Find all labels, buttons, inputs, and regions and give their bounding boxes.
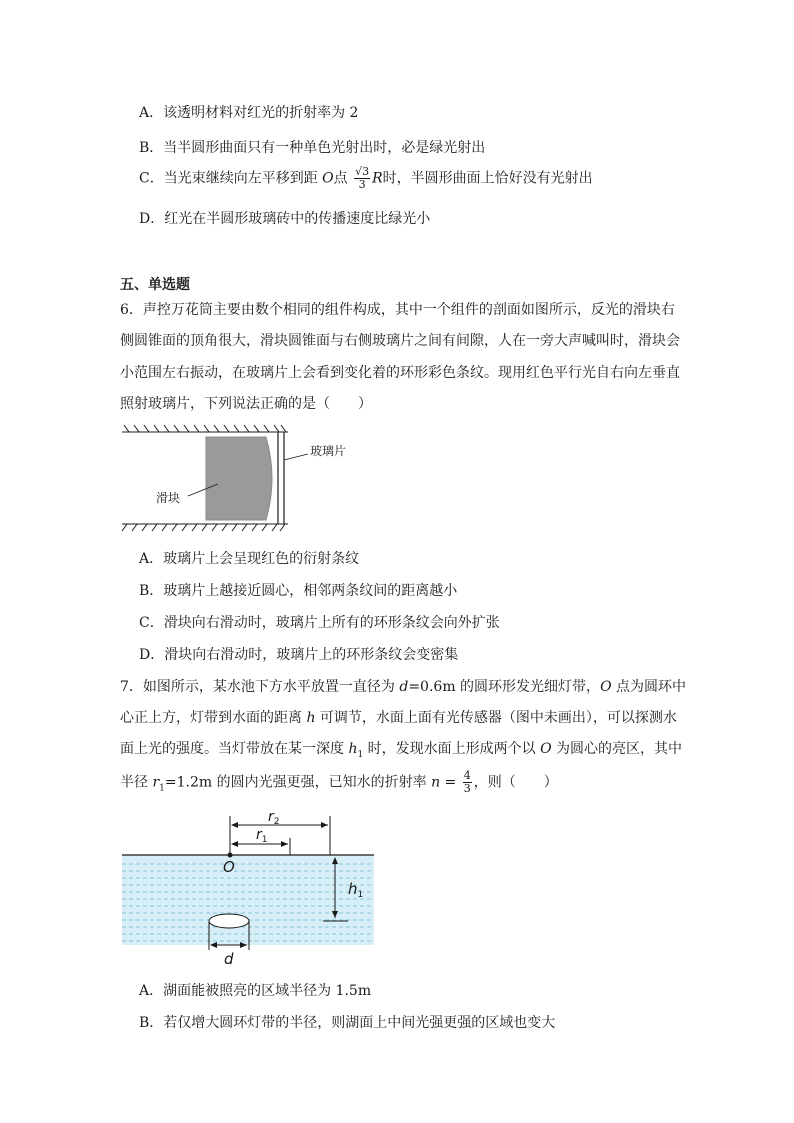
q7-text-2a: 心正上方，灯带到水面的距离 — [120, 710, 307, 726]
q5-option-c-fraction — [354, 166, 370, 191]
glass-plate — [278, 432, 284, 524]
q6-figure — [118, 422, 368, 537]
q6-option-b: B．玻璃片上越接近圆心，相邻两条纹间的距离越小 — [139, 583, 458, 599]
q5-option-c-text-1: C．当光束继续向左平移到距 — [139, 170, 318, 187]
slider-label: 滑块 — [156, 491, 181, 505]
q7-option-a: A．湖面能被照亮的区域半径为 1.5m — [139, 983, 372, 999]
q7-frac-num: 4 — [463, 769, 471, 782]
q7-text-1c: 点为圆环中 — [611, 679, 686, 695]
q5-option-c — [139, 166, 593, 191]
q7-index-fraction — [463, 770, 472, 795]
top-wall-hatch — [122, 425, 288, 432]
q7-h-symbol: h — [306, 710, 316, 726]
bottom-wall-hatch — [122, 524, 288, 531]
q5-option-d: D．红光在半圆形玻璃砖中的传播速度比绿光小 — [139, 211, 431, 227]
q6-stem-line-3: 小范围左右振动，在玻璃片上会看到变化着的环形彩色条纹。现用红色平行光自右向左垂直 — [120, 365, 680, 381]
q6-option-c: C．滑块向右滑动时，玻璃片上所有的环形条纹会向外扩张 — [139, 615, 500, 631]
q7-eq: = — [440, 774, 461, 791]
glass-leader-line — [284, 454, 308, 460]
q5-option-c-o: O — [322, 170, 334, 187]
q6-option-a: A．玻璃片上会呈现红色的衍射条纹 — [139, 551, 360, 567]
q5-option-b: B．当半圆形曲面只有一种单色光射出时，必是绿光射出 — [139, 140, 486, 156]
q7-stem-line-3 — [120, 738, 682, 760]
q5-option-c-frac-den: 3 — [358, 178, 366, 191]
q7-text-3b: 时，发现水面上形成两个以 — [363, 741, 541, 757]
q7-option-b: B．若仅增大圆环灯带的半径，则湖面上中间光强更强的区域也变大 — [139, 1015, 556, 1031]
q6-stem-line-4: 照射玻璃片，下列说法正确的是（ ） — [120, 396, 372, 412]
r2-label: $r_2$ — [268, 809, 280, 827]
q5-option-c-frac-num: √3 — [355, 165, 370, 178]
q6-stem-line-1: 6．声控万花筒主要由数个相同的组件构成，其中一个组件的剖面如图所示，反光的滑块右 — [120, 302, 675, 318]
q5-option-c-text-2: 点 — [333, 170, 348, 187]
q7-text-4c: ，则（ ） — [473, 774, 558, 791]
light-ring — [209, 914, 249, 928]
q5-option-c-text-3: 时，半圆形曲面上恰好没有光射出 — [382, 170, 593, 187]
q7-frac-den: 3 — [463, 782, 471, 795]
h1-label: $h_1$ — [348, 880, 364, 900]
o-label: O — [223, 858, 235, 876]
q7-stem-line-4 — [120, 770, 558, 795]
q7-text-3a: 面上光的强度。当灯带放在某一深度 — [120, 741, 349, 757]
q5-option-c-r: R — [372, 170, 383, 187]
slider-block — [206, 437, 272, 520]
q6-stem-line-2: 侧圆锥面的顶角很大，滑块圆锥面与右侧玻璃片之间有间隙，人在一旁大声喊叫时，滑块会 — [120, 333, 680, 349]
q7-text-2b: 可调节，水面上面有光传感器（图中未画出），可以探测水 — [315, 710, 677, 726]
q7-stem-line-1 — [120, 676, 686, 696]
q7-text-3c: 为圆心的亮区，其中 — [551, 741, 683, 757]
q7-stem-line-2 — [120, 707, 677, 727]
q7-h1-symbol: h — [348, 741, 358, 757]
section-heading: 五、单选题 — [120, 277, 190, 293]
q7-o-symbol-2: O — [540, 741, 552, 757]
q7-r1-symbol: r — [152, 774, 160, 791]
q7-d-symbol: d — [399, 679, 409, 695]
q7-text-4b: =1.2m 的圆内光强更强，已知水的折射率 — [164, 774, 432, 791]
q6-option-d: D．滑块向右滑动时，玻璃片上的环形条纹会变密集 — [139, 647, 459, 663]
glass-label: 玻璃片 — [310, 444, 347, 458]
q5-option-a: A．该透明材料对红光的折射率为 2 — [139, 105, 359, 121]
q7-text-1b: =0.6m 的圆环形发光细灯带， — [408, 679, 601, 695]
q7-text-1a: 7．如图所示，某水池下方水平放置一直径为 — [120, 679, 400, 695]
r1-label: $r_1$ — [256, 827, 268, 845]
q7-n-symbol: n — [431, 774, 441, 791]
q7-r1-sub: 1 — [159, 783, 165, 794]
q7-text-4a: 半径 — [120, 774, 153, 791]
d-label: d — [224, 950, 234, 968]
q7-o-symbol: O — [600, 679, 612, 695]
water-body — [122, 855, 374, 945]
q7-h1-sub: 1 — [357, 749, 364, 760]
q7-figure — [118, 808, 418, 970]
